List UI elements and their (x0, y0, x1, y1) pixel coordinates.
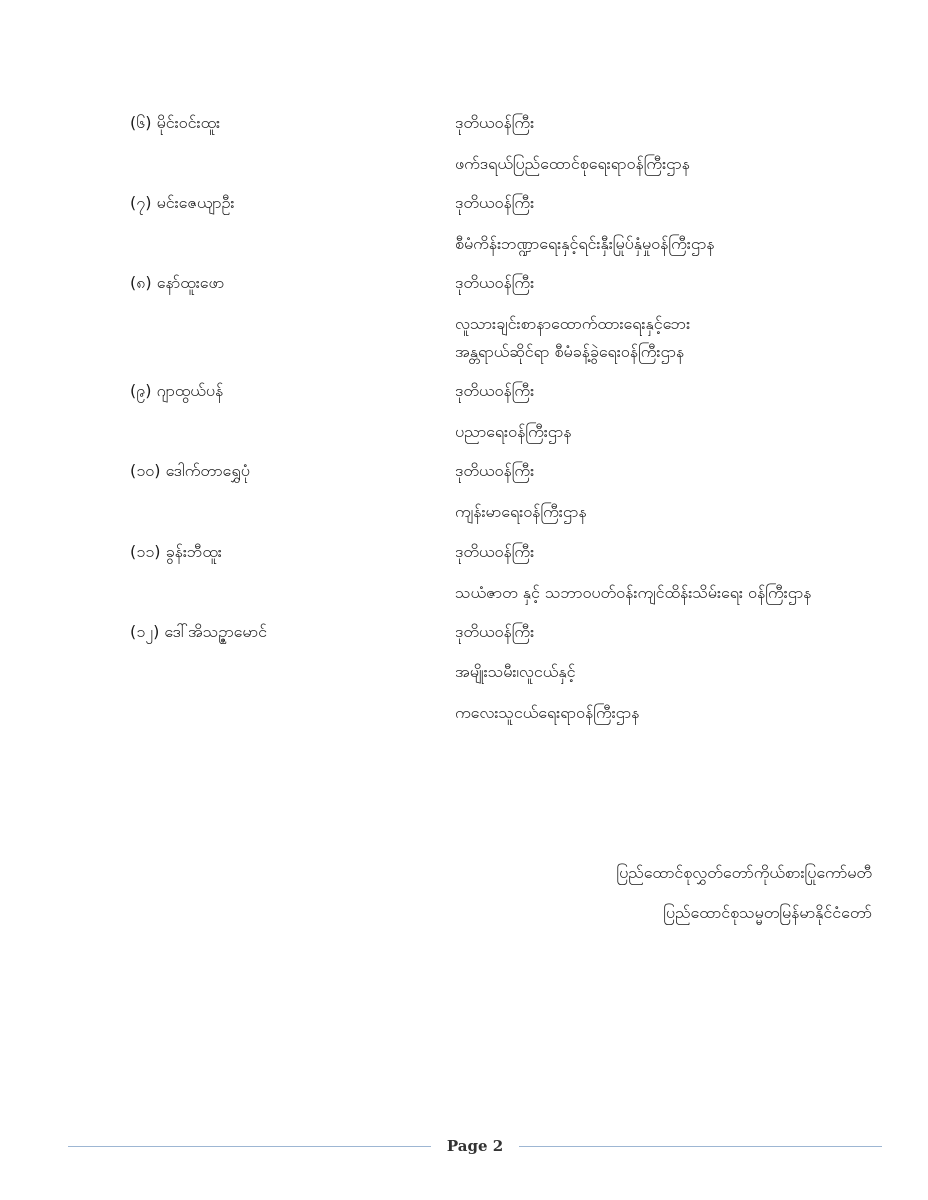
signature-committee: ပြည်ထောင်စုလွှတ်တော်ကိုယ်စားပြုကော်မတီ (616, 863, 872, 882)
signature-country: ပြည်ထောင်စုသမ္မတမြန်မာနိုင်ငံတော် (663, 903, 872, 922)
official-ministry: အမျိုးသမီး၊လူငယ်နှင့် (455, 662, 576, 681)
footer-rule-right (519, 1146, 882, 1147)
official-name: (၁၁) ခွန်းဘီထူး (130, 542, 222, 561)
official-title: ဒုတိယဝန်ကြီး (455, 113, 535, 132)
page-number: Page 2 (446, 1137, 504, 1155)
official-name: (၈) နော်ထူးဖော (130, 273, 225, 292)
official-ministry: ကျန်းမာရေးဝန်ကြီးဌာန (455, 502, 587, 521)
official-ministry: သယံဇာတ နှင့် သဘာဝပတ်ဝန်းကျင်ထိန်းသိမ်းရေး ဝန်ကြီးဌာန (455, 583, 812, 602)
footer-rule-left (68, 1146, 431, 1147)
page-footer (68, 1135, 882, 1157)
official-name: (၆) မိုင်းဝင်းထူး (130, 113, 221, 132)
official-title: ဒုတိယဝန်ကြီး (455, 542, 535, 561)
official-name: (၇) မင်းဇေယျာဦး (130, 193, 235, 212)
official-title: ဒုတိယဝန်ကြီး (455, 381, 535, 400)
official-title: ဒုတိယဝန်ကြီး (455, 461, 535, 480)
official-ministry: စီမံကိန်းဘဏ္ဍာရေးနှင့်ရင်းနှီးမြုပ်နှံမှုဝန်ကြီးဌာန (455, 234, 715, 253)
official-name: (၉) ဂျာထွယ်ပန် (130, 381, 224, 400)
official-ministry: လူသားချင်းစာနာထောက်ထားရေးနှင့်ဘေး (455, 314, 691, 333)
official-ministry-continued: ကလေးသူငယ်ရေးရာဝန်ကြီးဌာန (455, 703, 640, 722)
official-title: ဒုတိယဝန်ကြီး (455, 622, 535, 641)
official-name: (၁၂) ဒေါ်အိသဉ္ဇာမောင် (130, 622, 267, 641)
official-ministry: ပညာရေးဝန်ကြီးဌာန (455, 422, 572, 441)
official-title: ဒုတိယဝန်ကြီး (455, 273, 535, 292)
official-ministry-continued: အန္တရာယ်ဆိုင်ရာ စီမံခန့်ခွဲရေးဝန်ကြီးဌာန (455, 342, 685, 361)
official-name: (၁၀) ဒေါက်တာရွှေပုံ (130, 461, 250, 480)
official-ministry: ဖက်ဒရယ်ပြည်ထောင်စုရေးရာဝန်ကြီးဌာန (455, 154, 690, 173)
official-title: ဒုတိယဝန်ကြီး (455, 193, 535, 212)
